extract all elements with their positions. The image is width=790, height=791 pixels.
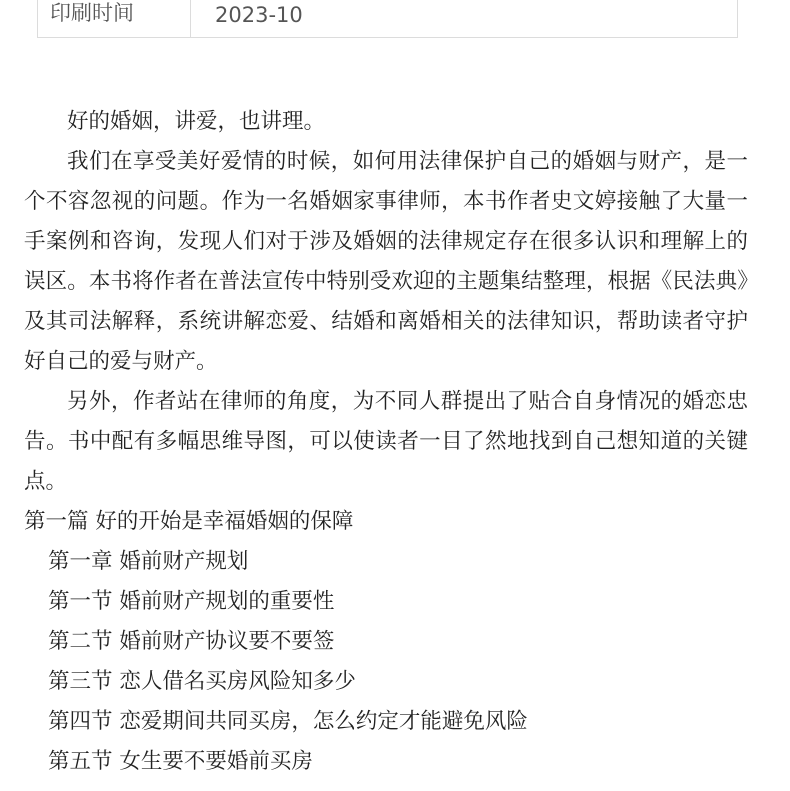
toc-section-3: 第三节 恋人借名买房风险知多少 <box>48 669 356 694</box>
intro-paragraph-2: 我们在享受美好爱情的时候，如何用法律保护自己的婚姻与财产，是一个不容忽视的问题。作为一名婚姻家事律师，本书作者史文婷接触了大量一手案例和咨询，发现人们对于涉及婚姻的法律规定存在很多认识和理解上的误区。本书将作者在普法宣传中特别受欢迎的主题集结整理，根据《民法典》及其司法解释，系统讲解恋爱、结婚和离婚相关的法律知识，帮助读者守护好自己的爱与财产。 <box>24 149 748 374</box>
toc-part-1: 第一篇 好的开始是幸福婚姻的保障 <box>24 509 354 534</box>
book-description <box>24 102 748 782</box>
intro-paragraph-3: 另外，作者站在律师的角度，为不同人群提出了贴合自身情况的婚恋忠告。书中配有多幅思维导图，可以使读者一目了然地找到自己想知道的关键点。 <box>24 389 748 494</box>
book-info-table <box>37 0 738 38</box>
intro-paragraph-1: 好的婚姻，讲爱，也讲理。 <box>67 109 326 134</box>
toc-section-5: 第五节 女生要不要婚前买房 <box>48 749 313 774</box>
toc-section-2: 第二节 婚前财产协议要不要签 <box>48 629 335 654</box>
table-of-contents <box>24 502 748 782</box>
print-time-label: 印刷时间 <box>38 0 191 38</box>
toc-section-1: 第一节 婚前财产规划的重要性 <box>48 589 335 614</box>
print-time-row <box>38 0 738 38</box>
toc-chapter-1: 第一章 婚前财产规划 <box>48 549 249 574</box>
toc-section-4: 第四节 恋爱期间共同买房，怎么约定才能避免风险 <box>48 709 528 734</box>
print-time-value: 2023-10 <box>191 0 738 38</box>
